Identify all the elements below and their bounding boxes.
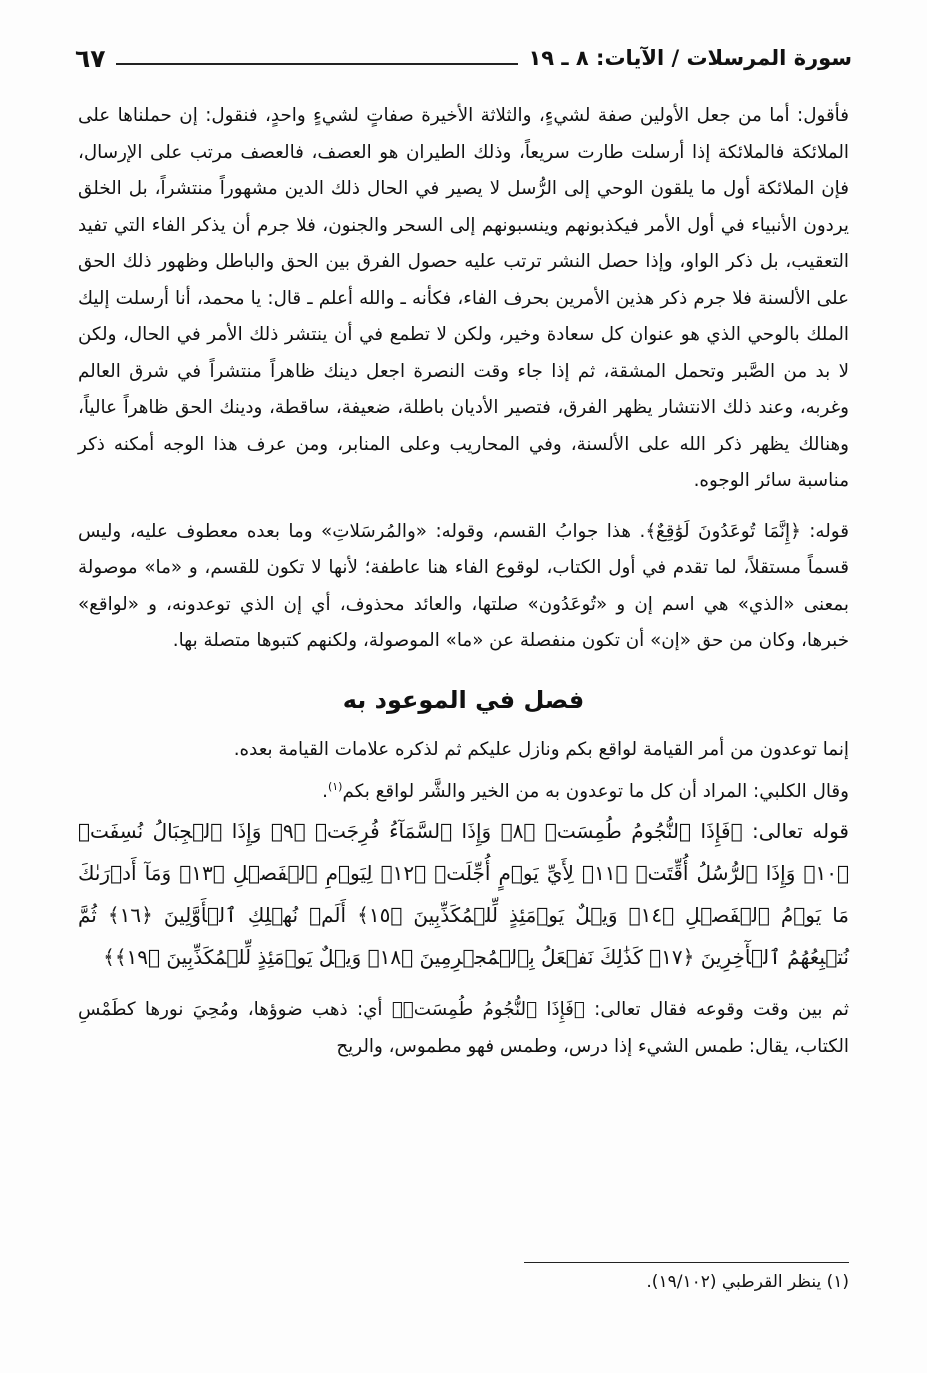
page-body: [78, 98, 849, 1065]
quran-verses: [78, 810, 849, 978]
verse-intro: قوله تعالى:: [742, 819, 849, 844]
header-rule: [116, 63, 519, 65]
section-paragraph-2: وقال الكلبي: المراد أن كل ما توعدون به من الخير والشَّر لواقع بكم$^{(١)}$.: [322, 779, 849, 802]
section-paragraph-1: إنما توعدون من أمر القيامة لواقع بكم ونازل عليكم ثم لذكره علامات القيامة بعده.: [233, 739, 849, 760]
paragraph-2: قوله: ﴿إِنَّمَا تُوعَدُونَ لَوَٰقِعٌ﴾. هذا جوابُ القسم، وقوله: «والمُرسَلاتِ» وما بعده معطوف عليه، وليس قسماً مستقلاً، لما تقدم في أول الكتاب، لوقوع الفاء هنا عاطفة؛ لأنها لا تكون للقسم، و «ما» موصولة بمعنى «الذي» هي اسم إن و «تُوعَدُون» صلتها، والعائد محذوف، أي إن الذي توعدونه، و «لواقع» خبرها، وكان من حق «إن» أن تكون منفصلة عن «ما» الموصولة، ولكنهم كتبوها متصلة بها.: [78, 520, 849, 651]
footnote-rule: [524, 1262, 849, 1263]
paragraph-1: فأقول: أما من جعل الأولين صفة لشيءٍ، والثلاثة الأخيرة صفاتٍ لشيءٍ واحدٍ، فنقول: إن حملناها على الملائكة فالملائكة إذا أرسلت طارت سريعاً، وذلك الطيران هو العصف، فالعصف مرتب على الإرسال، فإن الملائكة أول ما يلقون الوحي إلى الرُّسل لا يصير في الحال ذلك الدين مشهوراً منتشراً، بل الخلق يردون الأنبياء في أول الأمر فيكذبونهم وينسبونهم إلى السحر والجنون، فلا جرم أن يذكر الفاء التي تفيد التعقيب، بل ذكر الواو، وإذا حصل النشر ترتب عليه حصول الفرق بين الحق والباطل وظهور ذلك الحق على الألسنة فلا جرم ذكر هذين الأمرين بحرف الفاء، فكأنه ـ والله أعلم ـ قال: يا محمد، أنا أرسلت إليك الملك بالوحي الذي هو عنوان كل سعادة وخير، ولكن لا تطمع في أن ينتشر ذلك الأمر في الحال، ولكن لا بد من الصَّبر وتحمل المشقة، ثم إذا جاء وقت النصرة اجعل دينك ظاهراً منتشراً في شرق العالم وغربه، وعند ذلك الانتشار يظهر الفرق، فتصير الأديان باطلة، ضعيفة، ساقطة، ودينك الحق ظاهراً عالياً، وهنالك يظهر ذكر الله على الألسنة، وفي المحاريب وعلى المنابر، ومن عرف هذا الوجه أمكنه ذكر مناسبة سائر الوجوه.: [78, 105, 849, 491]
verse-text: ﴿فَإِذَا ٱلنُّجُومُ طُمِسَتۡ ﴿٨﴾ وَإِذَا ٱلسَّمَآءُ فُرِجَتۡ ﴿٩﴾ وَإِذَا ٱلۡجِبَالُ نُسِفَتۡ ﴿١٠﴾ وَإِذَا ٱلرُّسُلُ أُقِّتَتۡ ﴿١١﴾ لِأَيِّ يَوۡمٍ أُجِّلَتۡ ﴿١٢﴾ لِيَوۡمِ ٱلۡفَصۡلِ ﴿١٣﴾ وَمَآ أَدۡرَىٰكَ مَا يَوۡمُ ٱلۡفَصۡلِ ﴿١٤﴾ وَيۡلٌ يَوۡمَئِذٍ لِّلۡمُكَذِّبِينَ ﴿١٥﴾ أَلَمۡ نُهۡلِكِ ٱلۡأَوَّلِينَ ﴿١٦﴾ ثُمَّ نُتۡبِعُهُمُ ٱلۡأٓخِرِينَ ﴿١٧﴾ كَذَٰلِكَ نَفۡعَلُ بِٱلۡمُجۡرِمِينَ ﴿١٨﴾ وَيۡلٌ يَوۡمَئِذٍ لِّلۡمُكَذِّبِينَ ﴿١٩﴾﴾: [78, 819, 850, 970]
closing-paragraph: ثم بين وقت وقوعه فقال تعالى: ﴿فَإِذَا ٱلنُّجُومُ طُمِسَتۡ﴾ أي: ذهب ضوؤها، ومُحِيَ نورها كطَمْسِ الكتاب، يقال: طمس الشيء إذا درس، وطمس فهو مطموس، والريح: [78, 999, 849, 1057]
page-number: ٦٧: [75, 43, 106, 73]
running-title: سورة المرسلات / الآيات: ٨ ـ ١٩: [528, 46, 852, 70]
footnote: (١) ينظر القرطبي (١٩/١٠٢).: [646, 1272, 849, 1292]
footnote-marker: (١): [327, 779, 343, 793]
section-heading: فصل في الموعود به: [342, 685, 585, 714]
page-header: [75, 38, 852, 78]
section-paragraph-2-text: وقال الكلبي: المراد أن كل ما توعدون به من الخير والشَّر لواقع بكم: [342, 780, 849, 802]
